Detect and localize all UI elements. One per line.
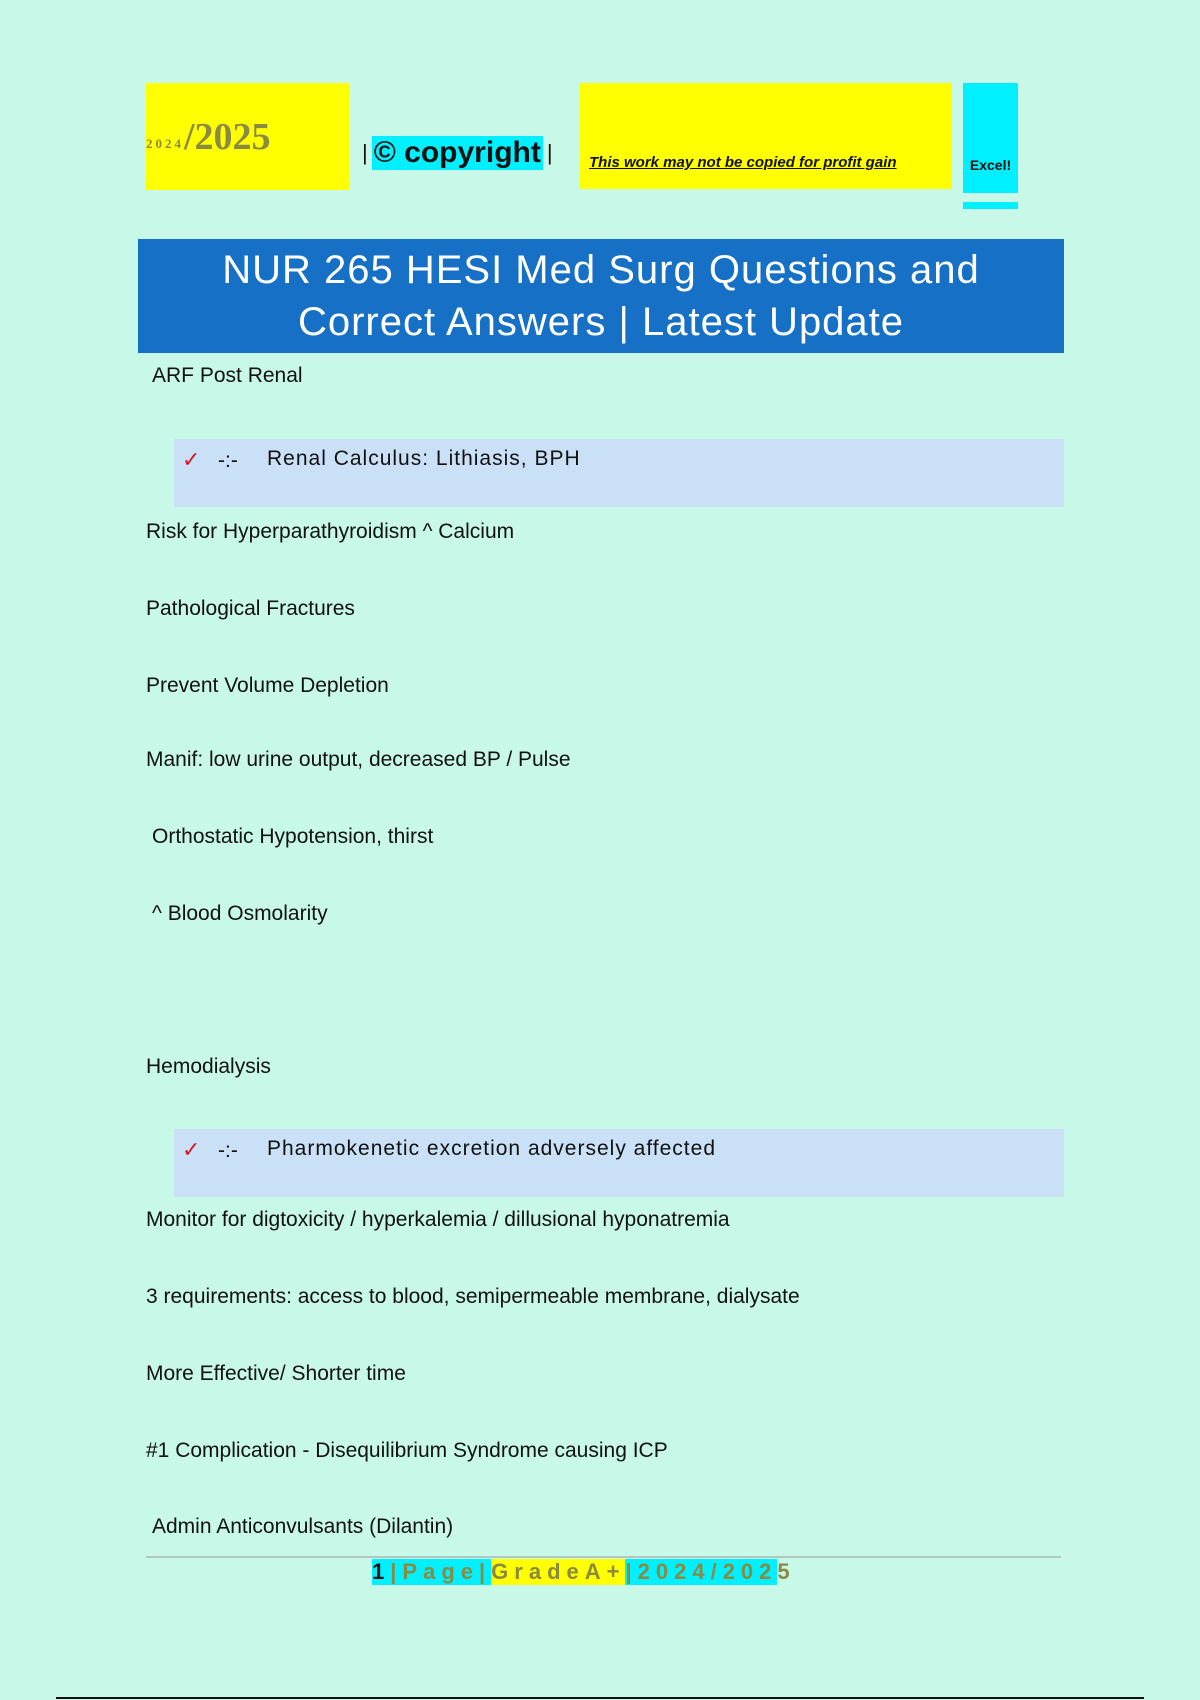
title-line-1: NUR 265 HESI Med Surg Questions and	[222, 248, 980, 292]
text-monitor: Monitor for digtoxicity / hyperkalemia / dillusional hyponatremia	[146, 1208, 730, 1231]
text-admin: Admin Anticonvulsants (Dilantin)	[152, 1515, 454, 1538]
text-osmolarity: ^ Blood Osmolarity	[152, 902, 328, 925]
text-fractures: Pathological Fractures	[146, 597, 355, 620]
text-prevent: Prevent Volume Depletion	[146, 674, 389, 697]
page-bottom-rule	[56, 1697, 1144, 1699]
excel-text: Excel!	[969, 157, 1012, 173]
profit-notice-box	[580, 83, 952, 189]
copyright-bar-left: |	[362, 140, 368, 165]
text-complication: #1 Complication - Disequilibrium Syndrome causing ICP	[146, 1439, 668, 1462]
check-icon: ✓	[182, 1137, 201, 1162]
footer-grade: GradeA+	[491, 1559, 626, 1584]
text-orthostatic: Orthostatic Hypotension, thirst	[152, 825, 434, 848]
text-arf-post-renal: ARF Post Renal	[152, 364, 303, 387]
excel-badge	[963, 83, 1018, 193]
text-requirements: 3 requirements: access to blood, semipermeable membrane, dialysate	[146, 1285, 800, 1308]
copyright-notice	[358, 130, 557, 176]
copyright-text: © copyright	[373, 136, 541, 169]
answer-text: Renal Calculus: Lithiasis, BPH	[267, 447, 581, 470]
profit-notice-text: This work may not be copied for profit gain	[589, 154, 897, 171]
year-badge	[146, 83, 349, 190]
answer-separator: -:-	[218, 1139, 238, 1162]
footer-page-label: |Page|	[390, 1559, 492, 1584]
page-footer	[372, 1558, 796, 1586]
page-title	[138, 239, 1064, 353]
answer-text: Pharmokenetic excretion adversely affected	[267, 1137, 716, 1160]
text-effective: More Effective/ Shorter time	[146, 1362, 406, 1385]
answer-separator: -:-	[218, 449, 238, 472]
text-manif: Manif: low urine output, decreased BP / Pulse	[146, 748, 571, 771]
year-big: /2025	[184, 115, 271, 158]
year-small: 2024	[146, 135, 184, 151]
text-hemodialysis: Hemodialysis	[146, 1055, 271, 1078]
text-risk: Risk for Hyperparathyroidism ^ Calcium	[146, 520, 515, 543]
title-line-2: Correct Answers | Latest Update	[297, 300, 905, 344]
excel-underline	[963, 202, 1018, 209]
footer-year: |2024/202	[625, 1559, 778, 1584]
copyright-bar-right: |	[546, 140, 553, 165]
answer-row-2	[174, 1129, 1064, 1197]
check-icon: ✓	[182, 447, 201, 472]
answer-row-1	[174, 439, 1064, 507]
footer-year-tail: 5	[777, 1559, 796, 1584]
footer-page-number: 1	[372, 1559, 391, 1584]
